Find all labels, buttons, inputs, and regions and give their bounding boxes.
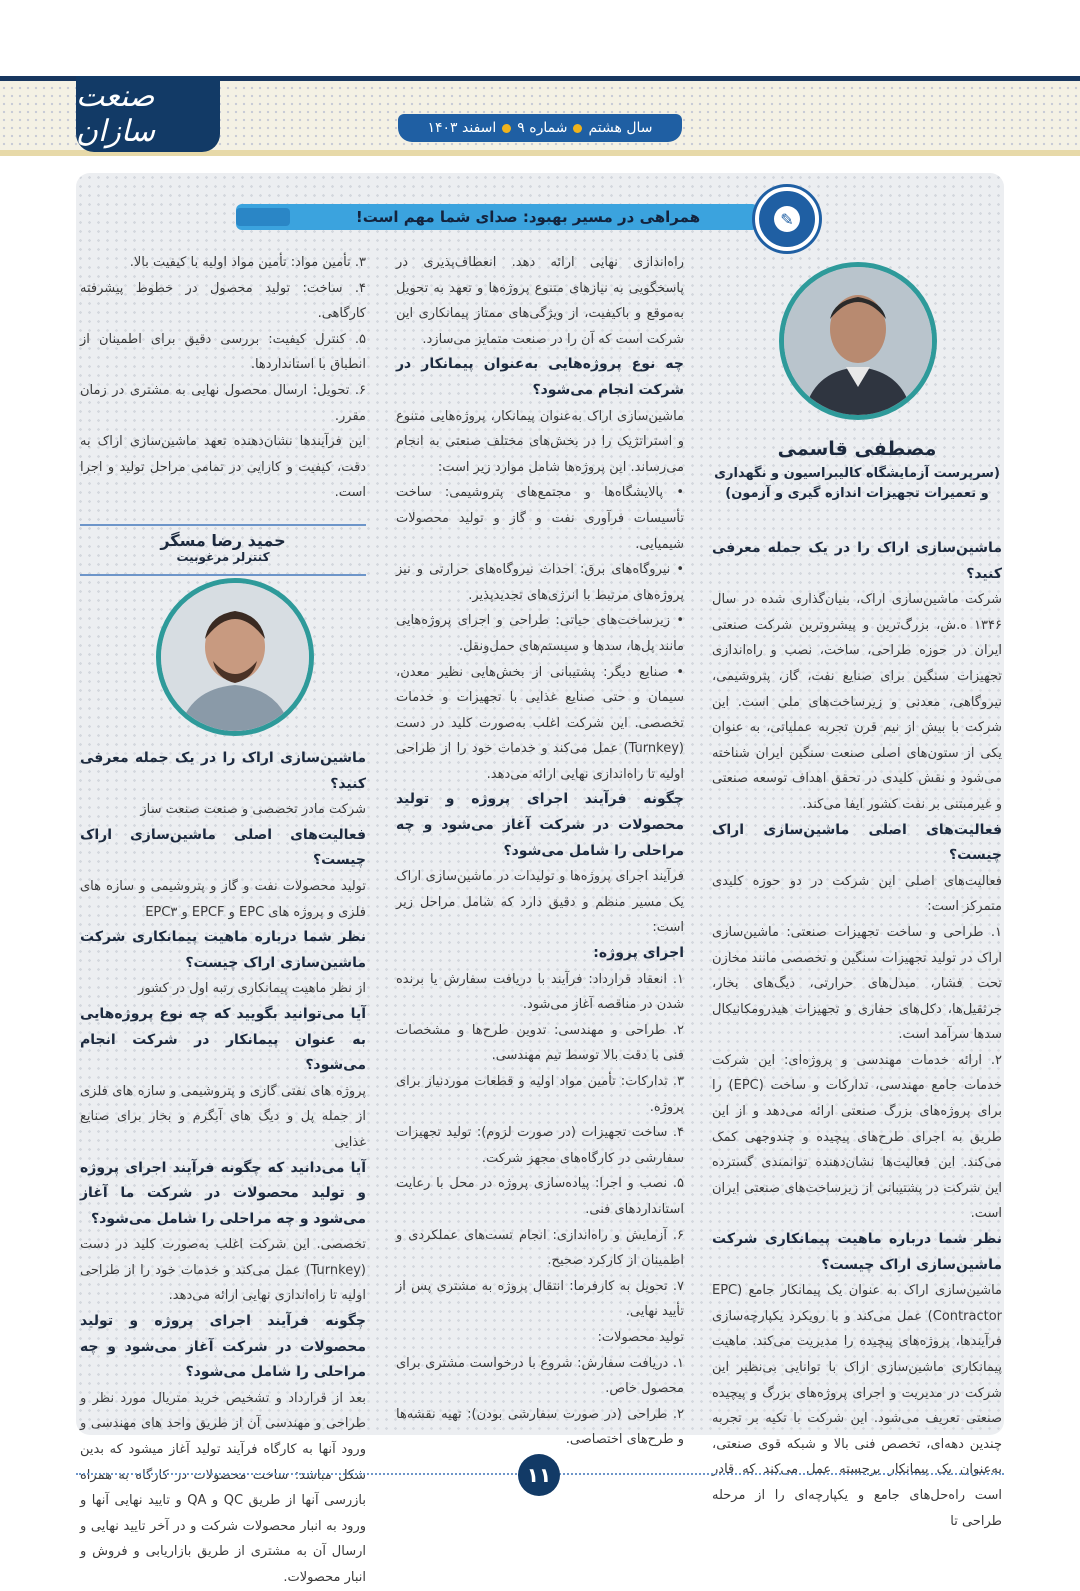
person2-role: کنترلر مرغوبیت [176,550,270,564]
paragraph: ۳. تأمین مواد: تأمین مواد اولیه با کیفیت بالا. [129,255,366,270]
paragraph: راه‌اندازی نهایی ارائه دهد. انعطاف‌پذیری در پاسخگویی به نیازهای متنوع پروژه‌ها و تعهد به تحویل به‌موقع و باکیفیت، از ویژگی‌های ممتاز پیمانکاری این شرکت است که آن را در صنعت متمایز می‌سازد. [396,255,684,347]
paragraph: شرکت ماشین‌سازی اراک، بنیان‌گذاری شده در سال ۱۳۴۶ ه.ش، بزرگ‌ترین و پیشروترین شرکت صنعتی ایران در حوزه طراحی، ساخت، نصب و راه‌اندازی تجهیزات سنگین برای صنایع نفت، گاز، پتروشیمی، نیروگاهی، معدنی و زیرساخت‌های ملی است. این شرکت با بیش از نیم قرن تجربه عملیاتی، به عنوان یکی از ستون‌های اصلی صنعت سنگین ایران شناخته می‌شود و نقش کلیدی در تحقق اهداف توسعه صنعتی و غیرمبتنی بر نفت کشور ایفا می‌کند. [712,592,1002,812]
person1-role: (سرپرست آزمایشگاه کالیبراسیون و نگهداری و تعمیرات تجهیزات اندازه گیری و آزمون) [714,466,1000,501]
paragraph: ۶. آزمایش و راه‌اندازی: انجام تست‌های عملکردی و اطمینان از کارکرد صحیح. [396,1227,684,1269]
pen-icon: ✎ [774,206,800,232]
paragraph: این فرآیندها نشان‌دهنده تعهد ماشین‌سازی اراک به دقت، کیفیت و کارایی در تمامی مراحل تولید و اجرا است. [80,434,366,501]
subheading: اجرای پروژه: [593,945,684,962]
person2-photo [161,583,309,731]
question: چگونه فرآیند اجرای پروژه و تولید محصولات در شرکت آغاز می‌شود و چه مراحلی را شامل می‌شود؟ [80,1313,366,1381]
paragraph: ۵. کنترل کیفیت: بررسی دقیق برای اطمینان از انطباق با استانداردها. [80,331,366,373]
question: فعالیت‌های اصلی ماشین‌سازی اراک چیست؟ [712,821,1002,864]
paragraph: ماشین‌سازی اراک به‌عنوان پیمانکار، پروژه‌هایی متنوع و استراتژیک را در بخش‌های مختلف صنعتی به انجام می‌رساند. این پروژه‌ها شامل موارد زیر است: [396,408,684,475]
magazine-logo [76,76,220,152]
paragraph: فرآیند اجرای پروژه‌ها و تولیدات در ماشین‌سازی اراک یک مسیر منظم و دقیق دارد که شامل مراحل زیر است: [396,869,684,936]
paragraph: • صنایع دیگر: پشتیبانی از بخش‌هایی نظیر معدن، سیمان و حتی صنایع غذایی با تجهیزات و خدمات تخصصی. این شرکت اغلب به‌صورت کلید در دست (Turnkey) عمل می‌کند و خدمات خود را از طراحی اولیه تا راه‌اندازی نهایی ارائه می‌دهد. [396,664,684,782]
paragraph: تخصصی. این شرکت اغلب به‌صورت کلید در دست (Turnkey) عمل می‌کند و خدمات خود را از طراحی اولیه تا راه‌اندازی نهایی ارائه می‌دهد. [80,1237,366,1304]
paragraph: ۱. طراحی و ساخت تجهیزات صنعتی: ماشین‌سازی اراک در تولید تجهیزات سنگین و تخصصی مانند مخازن تحت فشار، مبدل‌های حرارتی، دیگ‌های بخار، جرثقیل‌ها، دکل‌های حفاری و تجهیزات هیدرومکانیکال سدها سرآمد است. [712,924,1002,1043]
paragraph: ۱. دریافت سفارش: شروع با درخواست مشتری برای محصول خاص. [396,1355,684,1397]
page-number: ۱۱ [518,1454,560,1496]
question: ماشین‌سازی اراک را در یک جمله معرفی کنید؟ [712,540,1002,582]
issue-info [398,114,682,142]
column-right [712,536,1002,1534]
paragraph: شرکت مادر تخصصی و صنعت صنعت ساز [140,802,366,818]
article-badge [755,187,819,251]
question: فعالیت‌های اصلی ماشین‌سازی اراک چیست؟ [80,826,366,869]
question: آیا می‌توانید بگویید که چه نوع پروژه‌هایی به عنوان پیمانکار در شرکت انجام می‌شود؟ [80,1005,366,1074]
question: نظر شما درباره ماهیت پیمانکاری شرکت ماشین‌سازی اراک چیست؟ [80,929,366,971]
paragraph: ۴. ساخت تجهیزات (در صورت لزوم): تولید تجهیزات سفارشی در کارگاه‌های مجهز شرکت. [396,1125,684,1166]
paragraph: از نظر ماهیت پیمانکاری رتبه اول در کشور [138,981,366,997]
issue-year: سال هشتم [588,120,653,136]
paragraph: • نیروگاه‌های برق: احداث نیروگاه‌های حرارتی و نیز پروژه‌های مرتبط با انرژی‌های تجدیدپذیر. [396,562,684,603]
paragraph: تولید محصولات نفت و گاز و پتروشیمی و سازه های فلزی و پروژه های EPC و EPCF و EPC۳ [80,878,366,920]
question: نظر شما درباره ماهیت پیمانکاری شرکت ماشین‌سازی اراک چیست؟ [712,1231,1002,1273]
paragraph: ۲. ارائه خدمات مهندسی و پروژه‌ای: این شرکت خدمات جامع مهندسی، تدارکات و ساخت (EPC) را برای پروژه‌های بزرگ صنعتی ارائه می‌دهد و از این طریق به اجرای طرح‌های پیچیده و چندوجهی کمک می‌کند. این فعالیت‌ها نشان‌دهنده توانمندی گسترده این شرکت در پشتیبانی از زیرساخت‌های صنعتی ایران است. [712,1052,1002,1222]
question: چه نوع پروژه‌هایی به‌عنوان پیمانکار در شرکت انجام می‌شود؟ [396,356,684,398]
column-left-top [80,250,366,506]
paragraph: ۱. انعقاد قرارداد: فرآیند با دریافت سفارش یا برنده شدن در مناقصه آغاز می‌شود. [396,971,684,1013]
issue-number: شماره ۹ [517,120,568,136]
logo-text: صنعت سازان [76,79,156,149]
issue-date: اسفند ۱۴۰۳ [427,120,497,136]
paragraph: ۷. تحویل به کارفرما: انتقال پروژه به مشتری پس از تأیید نهایی. [396,1278,684,1320]
paragraph: پروژه های نفتی گازی و پتروشیمی و سازه های فلزی از جمله پل و دیگ های آبگرم و بخار برای صنایع غذایی [80,1083,366,1150]
question: چگونه فرآیند اجرای پروژه و تولید محصولات در شرکت آغاز می‌شود و چه مراحلی را شامل می‌شود؟ [396,791,684,859]
paragraph: • زیرساخت‌های حیاتی: طراحی و اجرای پروژه‌هایی مانند پل‌ها، سدها و سیستم‌های حمل‌ونقل. [396,613,684,654]
paragraph: ۳. تدارکات: تأمین مواد اولیه و قطعات موردنیاز برای پروژه. [396,1074,684,1115]
paragraph: ۲. طراحی (در صورت سفارشی بودن): تهیه نقشه‌ها و طرح‌های اختصاصی. [396,1406,684,1448]
paragraph: ماشین‌سازی اراک به عنوان یک پیمانکار جامع (EPC Contractor) عمل می‌کند و با رویکرد یکپارچه‌سازی فرآیندها، پروژه‌های پیچیده را مدیریت می‌کند. ماهیت پیمانکاری ماشین‌سازی اراک با توانایی بی‌نظیر این شرکت در مدیریت و اجرای پروژه‌های بزرگ و پیچیده صنعتی تعریف می‌شود. این شرکت با تکیه بر تجربه چندین دهه‌ای، تخصص فنی بالا و شبکه قوی صنعتی، به‌عنوان یک پیمانکار برجسته عمل می‌کند که قادر است راه‌حل‌های جامع و یکپارچه‌ای را از مرحله طراحی تا [712,1283,1002,1529]
paragraph: ۵. نصب و اجرا: پیاده‌سازی پروژه در محل با رعایت استانداردهای فنی. [396,1176,684,1217]
portrait-person2 [156,578,314,736]
question: ماشین‌سازی اراک را در یک جمله معرفی کنید؟ [80,750,366,792]
article-title: همراهی در مسیر بهبود: صدای شما مهم است! [355,208,701,226]
article-title-bar [236,204,758,230]
person1-photo [784,267,932,415]
person2-name: حمید رضا مسگر [160,531,286,550]
question: آیا می‌دانید که چگونه فرآیند اجرای پروژه و تولید محصولات در شرکت ما آغاز می‌شود و چه مراحلی را شامل می‌شود؟ [80,1159,366,1227]
portrait-person1 [779,262,937,420]
paragraph: فعالیت‌های اصلی این شرکت در دو حوزه کلیدی متمرکز است: [712,873,1002,915]
column-middle [396,250,684,1453]
paragraph: • پالایشگاه‌ها و مجتمع‌های پتروشیمی: ساخت تأسیسات فرآوری نفت و گاز و تولید محصولات شیمیایی. [396,485,684,552]
paragraph: بعد از قرارداد و تشخیص خرید متریال مورد نظر و طراحی و مهندسی آن از طریق واحد های مهندسی و ورود آنها به کارگاه فرآیند تولید آغاز میشود که بدین شکل مباشد: ساخت محصولات در کارگاه به همراه بازرسی آنها از طریق QC و QA و تایید نهایی آنها و ورود به انبار محصولات شرکت و در آخر تایید نهایی و ارسال آن به مشتری از طریق بازاریابی و فروش و انبار محصولات. [80,1390,366,1585]
paragraph: ۶. تحویل: ارسال محصول نهایی به مشتری در زمان مقرر. [80,382,366,424]
column-left-bottom [80,746,366,1591]
title-bar-accent [236,208,290,226]
dot-icon [502,124,511,133]
person2-name-box [80,524,366,576]
paragraph: ۲. طراحی و مهندسی: تدوین طرح‌ها و مشخصات فنی با دقت بالا توسط تیم مهندسی. [396,1022,684,1064]
person1-name: مصطفی قاسمی [777,438,937,460]
dot-icon [573,124,582,133]
paragraph: تولید محصولات: [597,1329,684,1345]
paragraph: ۴. ساخت: تولید محصول در خطوط پیشرفته کارگاهی. [80,280,366,322]
